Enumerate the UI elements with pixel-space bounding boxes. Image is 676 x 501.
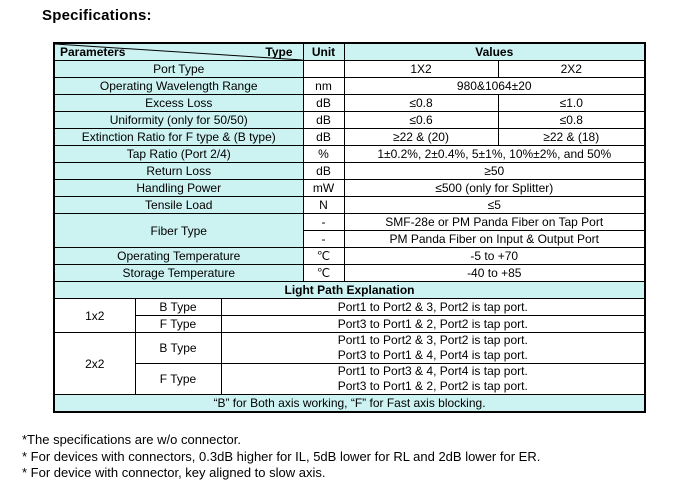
spec-row-tensile-load <box>54 197 645 214</box>
spec-row-extinction-ratio <box>54 129 645 146</box>
unit-cell: dB <box>303 129 344 146</box>
unit-cell: ℃ <box>303 265 344 282</box>
unit-cell: dB <box>303 163 344 180</box>
unit-cell: dB <box>303 112 344 129</box>
unit-cell: ℃ <box>303 248 344 265</box>
unit-cell: N <box>303 197 344 214</box>
footnote-2: * For devices with connectors, 0.3dB higher for IL, 5dB lower for RL and 2dB lower for ER. <box>22 448 541 464</box>
path-line-1: Port1 to Port3 & 4, Port4 is tap port. <box>337 364 528 378</box>
type-cell: B Type <box>135 333 221 364</box>
value-cell-merged: -5 to +70 <box>344 248 645 265</box>
unit-cell <box>303 61 344 78</box>
param-cell: Operating Wavelength Range <box>54 78 303 95</box>
size-cell-2x2: 2x2 <box>54 333 135 395</box>
path-line-2: Port3 to Port1 & 2, Port2 is tap port. <box>337 379 528 393</box>
value-cell-1x2: ≥22 & (20) <box>344 129 498 146</box>
value-cell-fiber-io: PM Panda Fiber on Input & Output Port <box>344 231 645 248</box>
value-cell-merged: 1±0.2%, 2±0.4%, 5±1%, 10%±2%, and 50% <box>344 146 645 163</box>
param-cell: Extinction Ratio for F type & (B type) <box>54 129 303 146</box>
path-description-cell <box>221 364 645 395</box>
value-cell-2x2: ≤0.8 <box>498 112 645 129</box>
unit-cell: dB <box>303 95 344 112</box>
type-cell: B Type <box>135 299 221 316</box>
spec-row-excess-loss <box>54 95 645 112</box>
spec-row-handling-power <box>54 180 645 197</box>
value-cell-merged: 980&1064±20 <box>344 78 645 95</box>
header-row <box>54 43 645 61</box>
value-cell-2x2: ≤1.0 <box>498 95 645 112</box>
light-path-row-2x2-b <box>54 333 645 364</box>
spec-row-fiber-type-1 <box>54 214 645 231</box>
light-path-header-row <box>54 282 645 299</box>
param-cell: Tap Ratio (Port 2/4) <box>54 146 303 163</box>
param-cell: Tensile Load <box>54 197 303 214</box>
value-cell-merged: -40 to +85 <box>344 265 645 282</box>
specifications-table <box>53 42 646 413</box>
path-description-cell: Port1 to Port2 & 3, Port2 is tap port. <box>221 299 645 316</box>
footnotes <box>22 432 540 482</box>
axis-note: “B” for Both axis working, “F” for Fast axis blocking. <box>54 395 645 413</box>
value-cell-1x2: 1X2 <box>344 61 498 78</box>
unit-cell: - <box>303 214 344 231</box>
unit-cell: mW <box>303 180 344 197</box>
spec-row-wavelength <box>54 78 645 95</box>
spec-row-uniformity <box>54 112 645 129</box>
light-path-row-1x2-b <box>54 299 645 316</box>
spec-row-port-type <box>54 61 645 78</box>
spec-row-operating-temperature <box>54 248 645 265</box>
value-cell-1x2: ≤0.6 <box>344 112 498 129</box>
corner-type-label: Type <box>265 45 293 59</box>
page-title: Specifications: <box>42 7 152 24</box>
unit-cell: - <box>303 231 344 248</box>
param-cell: Port Type <box>54 61 303 78</box>
value-cell-fiber-tap: SMF-28e or PM Panda Fiber on Tap Port <box>344 214 645 231</box>
spec-row-tap-ratio <box>54 146 645 163</box>
value-cell-2x2: 2X2 <box>498 61 645 78</box>
path-line-1: Port1 to Port2 & 3, Port2 is tap port. <box>337 333 528 347</box>
light-path-row-2x2-f <box>54 364 645 395</box>
values-header: Values <box>344 43 645 61</box>
param-cell-fiber-type: Fiber Type <box>54 214 303 248</box>
footnote-1: *The specifications are w/o connector. <box>22 432 241 447</box>
param-cell: Return Loss <box>54 163 303 180</box>
light-path-row-1x2-f <box>54 316 645 333</box>
value-cell-1x2: ≤0.8 <box>344 95 498 112</box>
param-cell: Handling Power <box>54 180 303 197</box>
value-cell-merged: ≥50 <box>344 163 645 180</box>
corner-parameters-label: Parameters <box>60 45 126 59</box>
value-cell-2x2: ≥22 & (18) <box>498 129 645 146</box>
footnote-3: * For device with connector, key aligned to slow axis. <box>22 465 326 480</box>
param-cell: Storage Temperature <box>54 265 303 282</box>
type-cell: F Type <box>135 316 221 333</box>
unit-header: Unit <box>303 43 344 61</box>
type-cell: F Type <box>135 364 221 395</box>
param-cell: Excess Loss <box>54 95 303 112</box>
path-description-cell: Port3 to Port1 & 2, Port2 is tap port. <box>221 316 645 333</box>
corner-header-cell <box>54 43 303 61</box>
light-path-header: Light Path Explanation <box>54 282 645 299</box>
size-cell-1x2: 1x2 <box>54 299 135 333</box>
path-line-2: Port3 to Port1 & 4, Port4 is tap port. <box>337 348 528 362</box>
value-cell-merged: ≤5 <box>344 197 645 214</box>
axis-note-row <box>54 395 645 413</box>
value-cell-merged: ≤500 (only for Splitter) <box>344 180 645 197</box>
spec-row-storage-temperature <box>54 265 645 282</box>
param-cell: Uniformity (only for 50/50) <box>54 112 303 129</box>
path-description-cell <box>221 333 645 364</box>
unit-cell: nm <box>303 78 344 95</box>
unit-cell: % <box>303 146 344 163</box>
spec-row-return-loss <box>54 163 645 180</box>
param-cell: Operating Temperature <box>54 248 303 265</box>
